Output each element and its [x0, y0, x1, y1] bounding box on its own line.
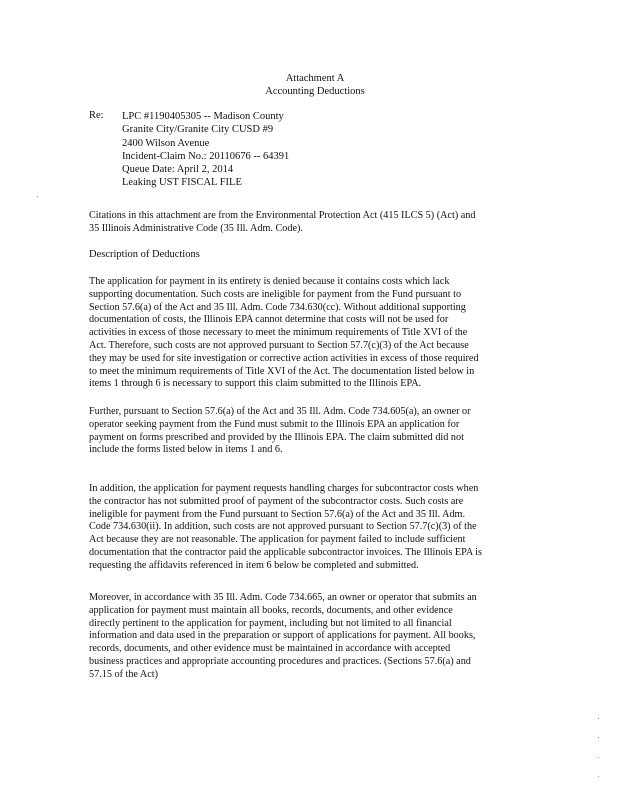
paragraph-line: application for payment must maintain all books, records, documents, and other evidence	[89, 604, 453, 616]
paragraph-line: Citations in this attachment are from the Environmental Protection Act (415 ILCS 5) (Act) and	[89, 210, 476, 221]
attachment-title: Attachment A	[285, 73, 345, 84]
paragraph-line: activities in excess of those necessary to meet the minimum requirements of Title XVI of the	[89, 327, 468, 339]
paragraph-line: ineligible for payment from the Fund pursuant to Section 57.6(a) of the Act and 35 Ill. Adm.	[89, 508, 466, 520]
paragraph-line: business practices and appropriate accounting procedures and practices. (Sections 57.6(a) and	[89, 655, 471, 667]
paragraph-handling-charges	[89, 483, 532, 573]
document-header	[0, 72, 630, 98]
re-line-lpc: LPC #1190405305 -- Madison County	[122, 111, 284, 122]
scan-speck	[598, 757, 599, 758]
paragraph-records	[89, 592, 532, 682]
paragraph-line: supporting documentation. Such costs are ineligible for payment from the Fund pursuant to	[89, 288, 462, 300]
paragraph-line: Further, pursuant to Section 57.6(a) of the Act and 35 Ill. Adm. Code 734.605(a), an owner or	[89, 406, 471, 417]
paragraph-line: The application for payment in its entirety is denied because it contains costs which lack	[89, 276, 450, 287]
section-title: Description of Deductions	[89, 249, 200, 260]
paragraph-line: Code 734.630(ii). In addition, such costs are not approved pursuant to Section 57.7(c)(3) of the	[89, 521, 477, 533]
paragraph-line: Moreover, in accordance with 35 Ill. Adm. Code 734.665, an owner or operator that submits an	[89, 592, 477, 603]
paragraph-line: information and data used in the preparation or support of applications for payment. All books,	[89, 630, 476, 642]
paragraph-forms	[89, 406, 532, 457]
paragraph-line: 57.15 of the Act)	[89, 668, 159, 680]
scan-speck	[598, 718, 599, 719]
paragraph-line: Section 57.6(a) of the Act and 35 Ill. Adm. Code 734.630(cc). Without additional supporting	[89, 301, 466, 313]
paragraph-line: documentation of costs, the Illinois EPA cannot determine that costs will not be used for	[89, 314, 449, 326]
scan-speck	[598, 776, 599, 777]
citations-paragraph	[89, 210, 532, 236]
paragraph-line: documentation that the contractor paid the applicable subcontractor invoices. The Illinois EPA is	[89, 546, 482, 558]
re-line-incident: Incident-Claim No.: 20110676 -- 64391	[122, 150, 290, 162]
paragraph-line: items 1 through 6 is necessary to support this claim submitted to the Illinois EPA.	[89, 378, 422, 390]
re-line-file: Leaking UST FISCAL FILE	[122, 177, 242, 189]
re-block	[122, 110, 289, 190]
re-line-site: Granite City/Granite City CUSD #9	[122, 124, 274, 136]
re-label: Re:	[89, 110, 104, 121]
attachment-subtitle: Accounting Deductions	[265, 86, 365, 97]
scan-speck	[598, 737, 599, 738]
paragraph-line: requesting the affidavits referenced in item 6 below be completed and submitted.	[89, 559, 419, 571]
paragraph-line: to meet the minimum requirements of Title XVI of the Act. The documentation listed below in	[89, 365, 475, 377]
paragraph-line: operator seeking payment from the Fund must submit to the Illinois EPA an application for	[89, 418, 460, 430]
paragraph-denial	[89, 276, 532, 391]
paragraph-line: include the forms listed below in items 1 and 6.	[89, 444, 283, 456]
paragraph-line: payment on forms prescribed and provided by the Illinois EPA. The claim submitted did not	[89, 431, 464, 443]
paragraph-line: In addition, the application for payment requests handling charges for subcontractor costs when	[89, 483, 479, 494]
scan-speck	[37, 196, 38, 197]
paragraph-line: records, documents, and other evidence must be maintained in accordance with accepted	[89, 643, 451, 655]
paragraph-line: Act because they are not reasonable. The application for payment failed to include sufficient	[89, 534, 466, 546]
paragraph-line: 35 Illinois Administrative Code (35 Ill. Adm. Code).	[89, 222, 303, 234]
paragraph-line: they may be used for site investigation or corrective action activities in excess of those required	[89, 352, 479, 364]
re-line-queue-date: Queue Date: April 2, 2014	[122, 164, 234, 176]
re-line-address: 2400 Wilson Avenue	[122, 137, 210, 149]
paragraph-line: directly pertinent to the application for payment, including but not limited to all financial	[89, 617, 452, 629]
paragraph-line: Act. Therefore, such costs are not approved pursuant to Section 57.7(c)(3) of the Act because	[89, 339, 469, 351]
paragraph-line: the contractor has not submitted proof of payment of the subcontractor costs. Such costs are	[89, 495, 464, 507]
